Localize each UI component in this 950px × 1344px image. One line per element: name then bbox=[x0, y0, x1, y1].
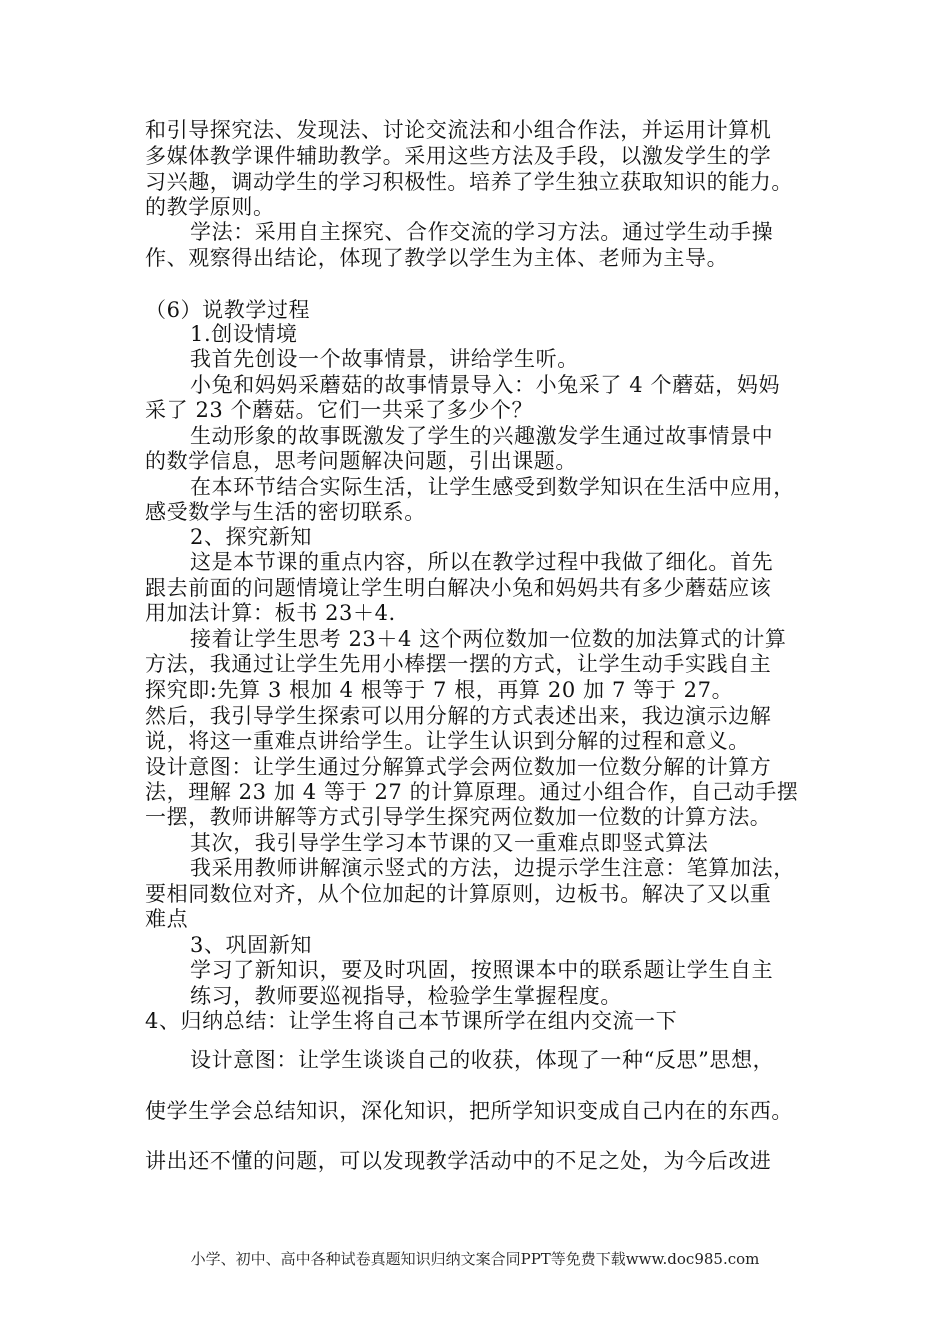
subsection-heading: 2、探究新知 bbox=[190, 525, 312, 549]
text-line: 探究即:先算 3 根加 4 根等于 7 根，再算 20 加 7 等于 27。 bbox=[145, 678, 734, 702]
text-line: 小兔和妈妈采蘑菇的故事情景导入：小兔采了 4 个蘑菇，妈妈 bbox=[190, 373, 781, 397]
text-line: 说，将这一重难点讲给学生。让学生认识到分解的过程和意义。 bbox=[145, 729, 750, 753]
text-line: 习兴趣，调动学生的学习积极性。培养了学生独立获取知识的能力。 bbox=[145, 170, 793, 194]
text-line: 使学生学会总结知识，深化知识，把所学知识变成自己内在的东西。 bbox=[145, 1099, 793, 1123]
subsection-heading: 1.创设情境 bbox=[190, 322, 298, 346]
text-line: 设计意图：让学生通过分解算式学会两位数加一位数分解的计算方 bbox=[145, 755, 772, 779]
text-line: 方法，我通过让学生先用小棒摆一摆的方式，让学生动手实践自主 bbox=[145, 652, 772, 676]
text-line: 其次，我引导学生学习本节课的又一重难点即竖式算法 bbox=[190, 831, 709, 855]
subsection-heading: 3、巩固新知 bbox=[190, 933, 312, 957]
text-line: 在本环节结合实际生活，让学生感受到数学知识在生活中应用， bbox=[190, 475, 795, 499]
text-line: 这是本节课的重点内容，所以在教学过程中我做了细化。首先 bbox=[190, 550, 774, 574]
page-footer: 小学、初中、高中各种试卷真题知识归纳文案合同PPT等免费下载www.doc985.com bbox=[190, 1250, 760, 1268]
text-line: 用加法计算：板书 23＋4. bbox=[145, 601, 396, 625]
text-line: 我首先创设一个故事情景，讲给学生听。 bbox=[190, 347, 579, 371]
text-line: 一摆，教师讲解等方式引导学生探究两位数加一位数的计算方法。 bbox=[145, 805, 772, 829]
text-line: 学习了新知识，要及时巩固，按照课本中的联系题让学生自主 bbox=[190, 958, 774, 982]
text-line: 和引导探究法、发现法、讨论交流法和小组合作法，并运用计算机 bbox=[145, 118, 772, 142]
text-line: 的教学原则。 bbox=[145, 195, 275, 219]
text-line: 采了 23 个蘑菇。它们一共采了多少个？ bbox=[145, 398, 534, 422]
text-line: 多媒体教学课件辅助教学。采用这些方法及手段，以激发学生的学 bbox=[145, 144, 772, 168]
text-line: 我采用教师讲解演示竖式的方法，边提示学生注意：笔算加法， bbox=[190, 856, 795, 880]
subsection-heading: 4、归纳总结：让学生将自己本节课所学在组内交流一下 bbox=[145, 1009, 678, 1033]
text-line: 难点 bbox=[145, 907, 189, 931]
section-heading: （6）说教学过程 bbox=[145, 298, 311, 322]
text-line: 生动形象的故事既激发了学生的兴趣激发学生通过故事情景中 bbox=[190, 424, 774, 448]
text-line: 跟去前面的问题情境让学生明白解决小兔和妈妈共有多少蘑菇应该 bbox=[145, 576, 772, 600]
text-line: 法，理解 23 加 4 等于 27 的计算原理。通过小组合作，自己动手摆 bbox=[145, 780, 799, 804]
text-line: 学法：采用自主探究、合作交流的学习方法。通过学生动手操 bbox=[190, 220, 774, 244]
text-line: 作、观察得出结论，体现了教学以学生为主体、老师为主导。 bbox=[145, 246, 729, 270]
text-line: 讲出还不懂的问题，可以发现教学活动中的不足之处，为今后改进 bbox=[145, 1149, 772, 1173]
text-line: 然后，我引导学生探索可以用分解的方式表述出来，我边演示边解 bbox=[145, 704, 772, 728]
text-line: 接着让学生思考 23＋4 这个两位数加一位数的加法算式的计算 bbox=[190, 627, 787, 651]
text-line: 设计意图：让学生谈谈自己的收获，体现了一种“反思”思想， bbox=[190, 1048, 775, 1072]
text-line: 的数学信息，思考问题解决问题，引出课题。 bbox=[145, 449, 577, 473]
text-line: 要相同数位对齐，从个位加起的计算原则，边板书。解决了又以重 bbox=[145, 882, 772, 906]
text-line: 感受数学与生活的密切联系。 bbox=[145, 500, 426, 524]
text-line: 练习，教师要巡视指导，检验学生掌握程度。 bbox=[190, 984, 622, 1008]
